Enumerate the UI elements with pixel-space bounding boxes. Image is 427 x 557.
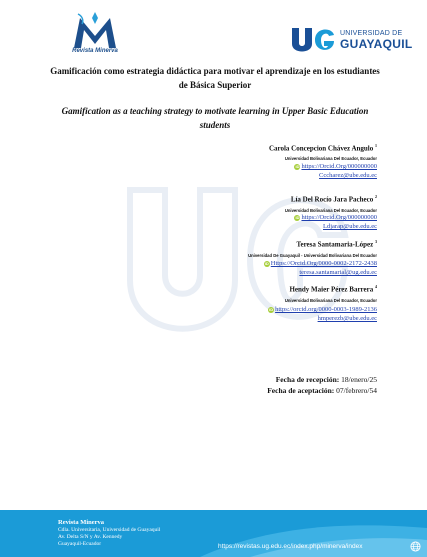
author-orcid-link[interactable]: iD https://orcid.org/0000-0003-1989-2136 <box>269 306 377 313</box>
author-orcid-link[interactable]: iD Https://Orcid.Org/0000-0002-2172-2438 <box>264 260 377 267</box>
article-title-english: Gamification as a teaching strategy to motivate learning in Upper Basic Education students <box>61 106 369 130</box>
university-name-line1: UNIVERSIDAD DE <box>340 30 403 37</box>
globe-icon <box>410 541 421 552</box>
author-email-link[interactable]: teresa.santamarial@ug.edu.ec <box>299 269 377 276</box>
author-affiliation: Universidad Bolivariana Del Ecuador, Ecuador <box>284 156 377 161</box>
received-date: Fecha de recepción: 18/enero/25 <box>275 375 377 384</box>
footer-address: Cdla. Universitaria, Universidad de Guayaquil Av. Delta S/N y Av. Kennedy Guayaquil-Ecuador <box>58 527 161 547</box>
author-email-link[interactable]: Ldjarap@ube.edu.ec <box>323 223 377 230</box>
orcid-icon: iD <box>269 306 274 312</box>
author-name: Carola Concepcion Chávez Angulo $^1$ <box>268 143 377 153</box>
orcid-icon: iD <box>264 260 269 266</box>
author-email-link[interactable]: Cccharez@ube.edu.ec <box>319 172 377 179</box>
ug-logo-icon <box>290 26 336 54</box>
author-affiliation: Universidad Bolivariana Del Ecuador, Ecuador <box>284 208 377 213</box>
university-name-line2: GUAYAQUIL <box>340 37 413 51</box>
footer-journal-name: Revista Minerva <box>58 519 105 526</box>
orcid-icon: iD <box>295 214 300 220</box>
accepted-date: Fecha de aceptación: 07/febrero/54 <box>267 386 377 395</box>
article-title-spanish: Gamificación como estrategia didáctica para motivar el aprendizaje en los estudiantes de Básica Superior <box>50 66 380 90</box>
author-name: Teresa Santamaria-López $^3$ <box>296 239 377 249</box>
author-orcid-link[interactable]: iD https://Orcid.Org/000000000 <box>295 214 377 221</box>
page-footer <box>0 510 427 557</box>
footer-journal-url[interactable]: https://revistas.ug.edu.ec/index.php/minerva/index <box>218 543 363 550</box>
author-orcid-link[interactable]: iD https://Orcid.Org/000000000 <box>295 163 377 170</box>
minerva-logo-text: Revista Minerva <box>72 48 118 54</box>
author-email-link[interactable]: hmperezb@ube.edu.ec <box>317 315 377 322</box>
author-affiliation: Universidad Bolivariana Del Ecuador, Ecuador <box>284 298 377 303</box>
author-affiliation: Universidad De Guayaquil - Universidad Bolivariana Del Ecuador <box>248 253 377 258</box>
author-name: Lía Del Rocío Jara Pacheco $^2$ <box>290 194 377 204</box>
author-name: Hendy Maier Pérez Barrera $^4$ <box>289 284 377 294</box>
orcid-icon: iD <box>295 163 300 169</box>
